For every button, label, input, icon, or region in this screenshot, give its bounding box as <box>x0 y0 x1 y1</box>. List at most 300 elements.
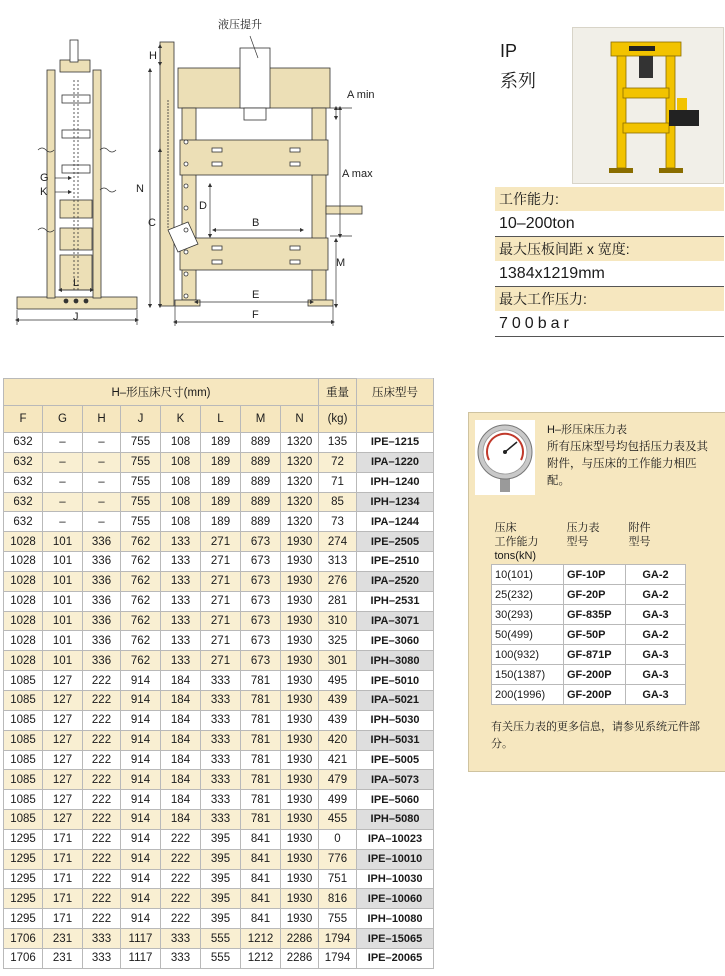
series-title <box>500 36 536 96</box>
dim-cell-h: 222 <box>83 770 121 790</box>
model-header-spacer <box>357 406 434 433</box>
dim-cell-m: 841 <box>241 889 281 909</box>
weight-cell: 274 <box>319 532 357 552</box>
weight-cell: 755 <box>319 909 357 929</box>
weight-cell: 310 <box>319 611 357 631</box>
dim-cell-l: 271 <box>201 651 241 671</box>
dim-cell-f: 1028 <box>4 591 43 611</box>
table-row <box>4 790 434 810</box>
spec-daylight-value: 1384x1219mm <box>495 261 724 287</box>
dim-cell-n: 1320 <box>281 492 319 512</box>
gauge-row <box>492 645 686 665</box>
dim-cell-j: 755 <box>121 512 161 532</box>
gauge-note: 有关压力表的更多信息，请参见系统元件部分。 <box>491 721 700 750</box>
col-header-n: N <box>281 406 319 433</box>
gauge-col-accessory-line1: 附件 <box>628 522 651 534</box>
dim-cell-f: 1706 <box>4 929 43 949</box>
dim-cell-n: 1930 <box>281 671 319 691</box>
dim-cell-f: 1085 <box>4 730 43 750</box>
dim-cell-m: 889 <box>241 452 281 472</box>
spec-daylight-label: 最大压板间距 x 宽度: <box>495 237 724 261</box>
dim-cell-h: 222 <box>83 829 121 849</box>
dim-cell-l: 333 <box>201 710 241 730</box>
col-header-g: G <box>43 406 83 433</box>
gauge-capacity-cell: 150(1387) <box>492 665 564 685</box>
model-cell: IPE–10010 <box>357 849 434 869</box>
dim-cell-k: 133 <box>161 631 201 651</box>
weight-cell: 495 <box>319 671 357 691</box>
model-cell: IPH–2531 <box>357 591 434 611</box>
dim-cell-j: 762 <box>121 591 161 611</box>
dim-cell-n: 1930 <box>281 909 319 929</box>
dim-cell-g: 127 <box>43 730 83 750</box>
dim-cell-l: 333 <box>201 810 241 830</box>
dim-cell-f: 1706 <box>4 948 43 968</box>
dim-cell-g: 127 <box>43 770 83 790</box>
model-cell: IPH–1240 <box>357 472 434 492</box>
dim-cell-h: 222 <box>83 750 121 770</box>
dim-cell-j: 762 <box>121 631 161 651</box>
dim-cell-g: 231 <box>43 929 83 949</box>
col-header-j: J <box>121 406 161 433</box>
weight-cell: 313 <box>319 552 357 572</box>
dim-cell-g: 127 <box>43 790 83 810</box>
weight-unit: (kg) <box>319 406 357 433</box>
table-row <box>4 710 434 730</box>
table-row <box>4 948 434 968</box>
dim-cell-h: 336 <box>83 651 121 671</box>
dim-cell-l: 271 <box>201 591 241 611</box>
dim-cell-l: 189 <box>201 492 241 512</box>
dim-cell-k: 184 <box>161 690 201 710</box>
model-cell: IPH–5080 <box>357 810 434 830</box>
dim-cell-h: – <box>83 433 121 453</box>
press-photo-illustration <box>573 28 723 183</box>
dim-cell-h: 336 <box>83 611 121 631</box>
dim-cell-m: 673 <box>241 631 281 651</box>
dim-cell-h: – <box>83 452 121 472</box>
dim-cell-g: 231 <box>43 948 83 968</box>
gauge-model-cell: GF-50P <box>564 625 626 645</box>
gauge-col-capacity-line1: 压床 <box>494 522 517 534</box>
gauge-model-cell: GF-200P <box>564 685 626 705</box>
weight-cell: 439 <box>319 690 357 710</box>
model-cell: IPE–5010 <box>357 671 434 691</box>
gauge-row <box>492 605 686 625</box>
dim-cell-f: 1085 <box>4 810 43 830</box>
dim-cell-f: 1085 <box>4 750 43 770</box>
gauge-capacity-cell: 25(232) <box>492 585 564 605</box>
gauge-row <box>492 685 686 705</box>
dim-cell-j: 762 <box>121 571 161 591</box>
dim-cell-m: 841 <box>241 849 281 869</box>
dim-cell-l: 271 <box>201 571 241 591</box>
weight-cell: 281 <box>319 591 357 611</box>
gauge-capacity-cell: 50(499) <box>492 625 564 645</box>
dim-label-a-min: A min <box>347 89 375 101</box>
dim-cell-n: 1930 <box>281 591 319 611</box>
dim-cell-h: 336 <box>83 591 121 611</box>
dim-cell-j: 755 <box>121 433 161 453</box>
dim-cell-l: 271 <box>201 611 241 631</box>
dim-cell-j: 914 <box>121 730 161 750</box>
weight-header: 重量 <box>319 379 357 406</box>
dim-cell-n: 1930 <box>281 750 319 770</box>
table-row <box>4 433 434 453</box>
gauge-title: H–形压床压力表 <box>547 424 628 436</box>
dim-cell-k: 184 <box>161 750 201 770</box>
dim-cell-n: 1320 <box>281 433 319 453</box>
dim-cell-n: 1930 <box>281 730 319 750</box>
gauge-model-cell: GF-871P <box>564 645 626 665</box>
dim-cell-k: 222 <box>161 829 201 849</box>
model-cell: IPA–3071 <box>357 611 434 631</box>
dim-cell-m: 889 <box>241 512 281 532</box>
dim-label-k: K <box>40 186 48 198</box>
weight-cell: 1794 <box>319 929 357 949</box>
gauge-col-accessory <box>626 520 686 565</box>
dim-cell-h: 333 <box>83 948 121 968</box>
dim-cell-k: 108 <box>161 433 201 453</box>
gauge-col-capacity-line2: 工作能力 <box>494 536 539 548</box>
dim-cell-n: 1930 <box>281 651 319 671</box>
dim-cell-k: 184 <box>161 790 201 810</box>
dim-cell-l: 395 <box>201 909 241 929</box>
dim-cell-j: 914 <box>121 710 161 730</box>
gauge-table <box>491 520 686 705</box>
dim-cell-h: 336 <box>83 532 121 552</box>
dim-cell-j: 755 <box>121 452 161 472</box>
dim-cell-l: 395 <box>201 849 241 869</box>
dim-cell-k: 184 <box>161 730 201 750</box>
dim-cell-l: 395 <box>201 829 241 849</box>
spec-panel <box>495 187 724 337</box>
dim-cell-g: 127 <box>43 671 83 691</box>
gauge-col-accessory-line2: 型号 <box>628 536 651 548</box>
dim-cell-k: 222 <box>161 849 201 869</box>
dim-cell-m: 841 <box>241 869 281 889</box>
dim-cell-f: 1085 <box>4 690 43 710</box>
dim-cell-j: 914 <box>121 869 161 889</box>
dim-cell-g: – <box>43 433 83 453</box>
dim-cell-n: 1930 <box>281 690 319 710</box>
dim-cell-h: 336 <box>83 631 121 651</box>
dim-cell-f: 1295 <box>4 909 43 929</box>
weight-cell: 71 <box>319 472 357 492</box>
dim-cell-g: 171 <box>43 869 83 889</box>
dim-cell-k: 222 <box>161 869 201 889</box>
gauge-accessory-cell: GA-2 <box>626 585 686 605</box>
dim-cell-l: 189 <box>201 472 241 492</box>
dim-cell-n: 2286 <box>281 929 319 949</box>
dim-cell-k: 184 <box>161 770 201 790</box>
dim-cell-m: 781 <box>241 810 281 830</box>
front-view <box>160 42 362 306</box>
gauge-accessory-cell: GA-2 <box>626 625 686 645</box>
dim-cell-k: 108 <box>161 512 201 532</box>
dim-cell-m: 781 <box>241 690 281 710</box>
weight-cell: 479 <box>319 770 357 790</box>
dim-cell-j: 914 <box>121 790 161 810</box>
gauge-accessory-cell: GA-3 <box>626 665 686 685</box>
gauge-model-cell: GF-20P <box>564 585 626 605</box>
column-header-row <box>4 406 434 433</box>
dim-cell-n: 1320 <box>281 512 319 532</box>
dim-label-n: N <box>136 183 144 195</box>
dim-cell-j: 1117 <box>121 929 161 949</box>
model-cell: IPA–5073 <box>357 770 434 790</box>
dim-cell-l: 333 <box>201 790 241 810</box>
dim-label-b: B <box>252 217 260 229</box>
weight-cell: 276 <box>319 571 357 591</box>
dim-cell-h: – <box>83 492 121 512</box>
dim-cell-n: 1930 <box>281 571 319 591</box>
model-cell: IPA–2520 <box>357 571 434 591</box>
dim-cell-m: 889 <box>241 472 281 492</box>
table-row <box>4 552 434 572</box>
pressure-gauge-icon <box>475 420 535 495</box>
model-cell: IPH–3080 <box>357 651 434 671</box>
dim-cell-h: 222 <box>83 869 121 889</box>
dim-label-d: D <box>199 200 207 212</box>
dim-cell-k: 108 <box>161 492 201 512</box>
model-cell: IPE–20065 <box>357 948 434 968</box>
dim-cell-k: 133 <box>161 552 201 572</box>
dim-cell-m: 673 <box>241 591 281 611</box>
spec-capacity-label: 工作能力: <box>495 187 724 211</box>
dim-cell-g: 101 <box>43 651 83 671</box>
dim-cell-n: 1930 <box>281 710 319 730</box>
dim-label-g: G <box>40 172 49 184</box>
gauge-col-gauge-line2: 型号 <box>566 536 589 548</box>
dim-cell-j: 755 <box>121 472 161 492</box>
gauge-info-panel <box>468 412 725 772</box>
dim-cell-g: 171 <box>43 849 83 869</box>
gauge-description: 所有压床型号均包括压力表及其附件，与压床的工作能力相匹配。 <box>547 441 708 487</box>
table-row <box>4 631 434 651</box>
dim-cell-m: 781 <box>241 671 281 691</box>
gauge-col-capacity-line3: tons(kN) <box>494 550 537 562</box>
model-cell: IPE–2510 <box>357 552 434 572</box>
dim-label-l: L <box>73 277 80 289</box>
dim-cell-j: 914 <box>121 909 161 929</box>
dim-cell-k: 222 <box>161 889 201 909</box>
table-row <box>4 591 434 611</box>
dim-cell-g: 101 <box>43 552 83 572</box>
dim-cell-g: 101 <box>43 591 83 611</box>
model-cell: IPE–10060 <box>357 889 434 909</box>
model-cell: IPE–3060 <box>357 631 434 651</box>
dim-label-a-max: A max <box>342 168 373 180</box>
dim-cell-j: 762 <box>121 651 161 671</box>
table-row <box>4 452 434 472</box>
gauge-accessory-cell: GA-3 <box>626 645 686 665</box>
dim-cell-h: 222 <box>83 690 121 710</box>
dim-cell-h: 222 <box>83 790 121 810</box>
col-header-h: H <box>83 406 121 433</box>
gauge-col-gauge <box>564 520 626 565</box>
dim-cell-g: 101 <box>43 631 83 651</box>
press-dimension-drawing <box>0 0 480 345</box>
table-row <box>4 770 434 790</box>
dim-cell-m: 781 <box>241 770 281 790</box>
model-cell: IPE–2505 <box>357 532 434 552</box>
dim-cell-f: 1085 <box>4 790 43 810</box>
col-header-f: F <box>4 406 43 433</box>
dim-cell-l: 271 <box>201 532 241 552</box>
dim-cell-k: 133 <box>161 571 201 591</box>
dim-cell-f: 1295 <box>4 849 43 869</box>
dim-cell-k: 184 <box>161 810 201 830</box>
dim-cell-m: 781 <box>241 790 281 810</box>
dim-cell-f: 1295 <box>4 869 43 889</box>
gauge-capacity-cell: 30(293) <box>492 605 564 625</box>
weight-cell: 421 <box>319 750 357 770</box>
model-cell: IPA–1220 <box>357 452 434 472</box>
dim-cell-n: 1320 <box>281 452 319 472</box>
dim-cell-g: 171 <box>43 889 83 909</box>
dimension-drawing-svg <box>0 0 480 345</box>
table-row <box>4 730 434 750</box>
table-row <box>4 611 434 631</box>
dim-cell-g: 101 <box>43 571 83 591</box>
weight-cell: 85 <box>319 492 357 512</box>
dim-cell-k: 184 <box>161 710 201 730</box>
dim-cell-h: 333 <box>83 929 121 949</box>
dim-cell-l: 189 <box>201 512 241 532</box>
series-code: IP <box>500 41 518 61</box>
table-row <box>4 929 434 949</box>
table-row <box>4 810 434 830</box>
dim-cell-n: 1930 <box>281 829 319 849</box>
dim-cell-f: 1085 <box>4 770 43 790</box>
dim-cell-f: 1085 <box>4 671 43 691</box>
dim-cell-m: 673 <box>241 532 281 552</box>
dim-cell-g: – <box>43 472 83 492</box>
table-row <box>4 889 434 909</box>
dim-cell-h: 222 <box>83 849 121 869</box>
model-cell: IPH–5031 <box>357 730 434 750</box>
table-row <box>4 532 434 552</box>
dim-cell-h: – <box>83 512 121 532</box>
gauge-capacity-cell: 200(1996) <box>492 685 564 705</box>
model-cell: IPH–10080 <box>357 909 434 929</box>
dim-cell-k: 333 <box>161 948 201 968</box>
dim-cell-l: 189 <box>201 433 241 453</box>
dim-cell-n: 1930 <box>281 849 319 869</box>
dim-cell-g: – <box>43 492 83 512</box>
dim-cell-h: 336 <box>83 552 121 572</box>
dim-cell-l: 189 <box>201 452 241 472</box>
table-row <box>4 750 434 770</box>
dim-label-j: J <box>73 311 79 323</box>
dim-cell-f: 632 <box>4 472 43 492</box>
dim-cell-h: 336 <box>83 571 121 591</box>
gauge-accessory-cell: GA-3 <box>626 605 686 625</box>
weight-cell: 0 <box>319 829 357 849</box>
dim-cell-n: 1930 <box>281 810 319 830</box>
dim-cell-n: 1320 <box>281 472 319 492</box>
dim-cell-n: 1930 <box>281 611 319 631</box>
dim-label-m: M <box>336 257 346 269</box>
dim-cell-m: 781 <box>241 710 281 730</box>
dim-cell-k: 222 <box>161 909 201 929</box>
dim-cell-m: 673 <box>241 571 281 591</box>
dim-cell-k: 133 <box>161 651 201 671</box>
dim-cell-h: 222 <box>83 730 121 750</box>
gauge-accessory-cell: GA-2 <box>626 565 686 585</box>
table-row <box>4 512 434 532</box>
weight-cell: 816 <box>319 889 357 909</box>
weight-cell: 776 <box>319 849 357 869</box>
dim-cell-f: 632 <box>4 512 43 532</box>
weight-cell: 325 <box>319 631 357 651</box>
dim-cell-l: 333 <box>201 750 241 770</box>
model-cell: IPA–1244 <box>357 512 434 532</box>
dim-cell-m: 841 <box>241 909 281 929</box>
dim-cell-j: 914 <box>121 849 161 869</box>
gauge-row <box>492 625 686 645</box>
dim-cell-g: 171 <box>43 909 83 929</box>
dimension-table-body <box>4 433 434 969</box>
gauge-row <box>492 665 686 685</box>
dim-cell-f: 632 <box>4 433 43 453</box>
dim-cell-n: 2286 <box>281 948 319 968</box>
dim-cell-l: 271 <box>201 552 241 572</box>
weight-cell: 439 <box>319 710 357 730</box>
weight-cell: 301 <box>319 651 357 671</box>
dim-cell-f: 1028 <box>4 552 43 572</box>
weight-cell: 73 <box>319 512 357 532</box>
dim-cell-l: 555 <box>201 929 241 949</box>
table-row <box>4 909 434 929</box>
dim-cell-h: 222 <box>83 671 121 691</box>
gauge-col-gauge-line1: 压力表 <box>566 522 600 534</box>
dim-cell-g: 127 <box>43 710 83 730</box>
dim-label-e: E <box>252 289 260 301</box>
gauge-model-cell: GF-10P <box>564 565 626 585</box>
drawing-title: 液压提升 <box>218 19 262 31</box>
dim-cell-m: 1212 <box>241 948 281 968</box>
dim-cell-j: 1117 <box>121 948 161 968</box>
dim-cell-l: 555 <box>201 948 241 968</box>
dim-cell-j: 914 <box>121 690 161 710</box>
dim-cell-k: 133 <box>161 532 201 552</box>
dim-cell-j: 914 <box>121 770 161 790</box>
weight-cell: 1794 <box>319 948 357 968</box>
dim-cell-f: 632 <box>4 452 43 472</box>
dim-cell-h: 222 <box>83 889 121 909</box>
dim-cell-l: 395 <box>201 889 241 909</box>
series-label: 系列 <box>500 71 536 91</box>
gauge-model-cell: GF-835P <box>564 605 626 625</box>
group-header: H–形压床尺寸(mm) <box>4 379 319 406</box>
model-cell: IPE–5005 <box>357 750 434 770</box>
weight-cell: 135 <box>319 433 357 453</box>
dim-cell-j: 914 <box>121 889 161 909</box>
gauge-row <box>492 565 686 585</box>
dim-cell-g: 127 <box>43 690 83 710</box>
press-dimension-table <box>3 378 434 969</box>
weight-cell: 751 <box>319 869 357 889</box>
press-product-photo <box>572 27 724 184</box>
table-row <box>4 671 434 691</box>
dim-cell-n: 1930 <box>281 770 319 790</box>
dim-cell-f: 1028 <box>4 611 43 631</box>
table-row <box>4 472 434 492</box>
dim-cell-m: 673 <box>241 611 281 631</box>
spec-pressure-label: 最大工作压力: <box>495 287 724 311</box>
